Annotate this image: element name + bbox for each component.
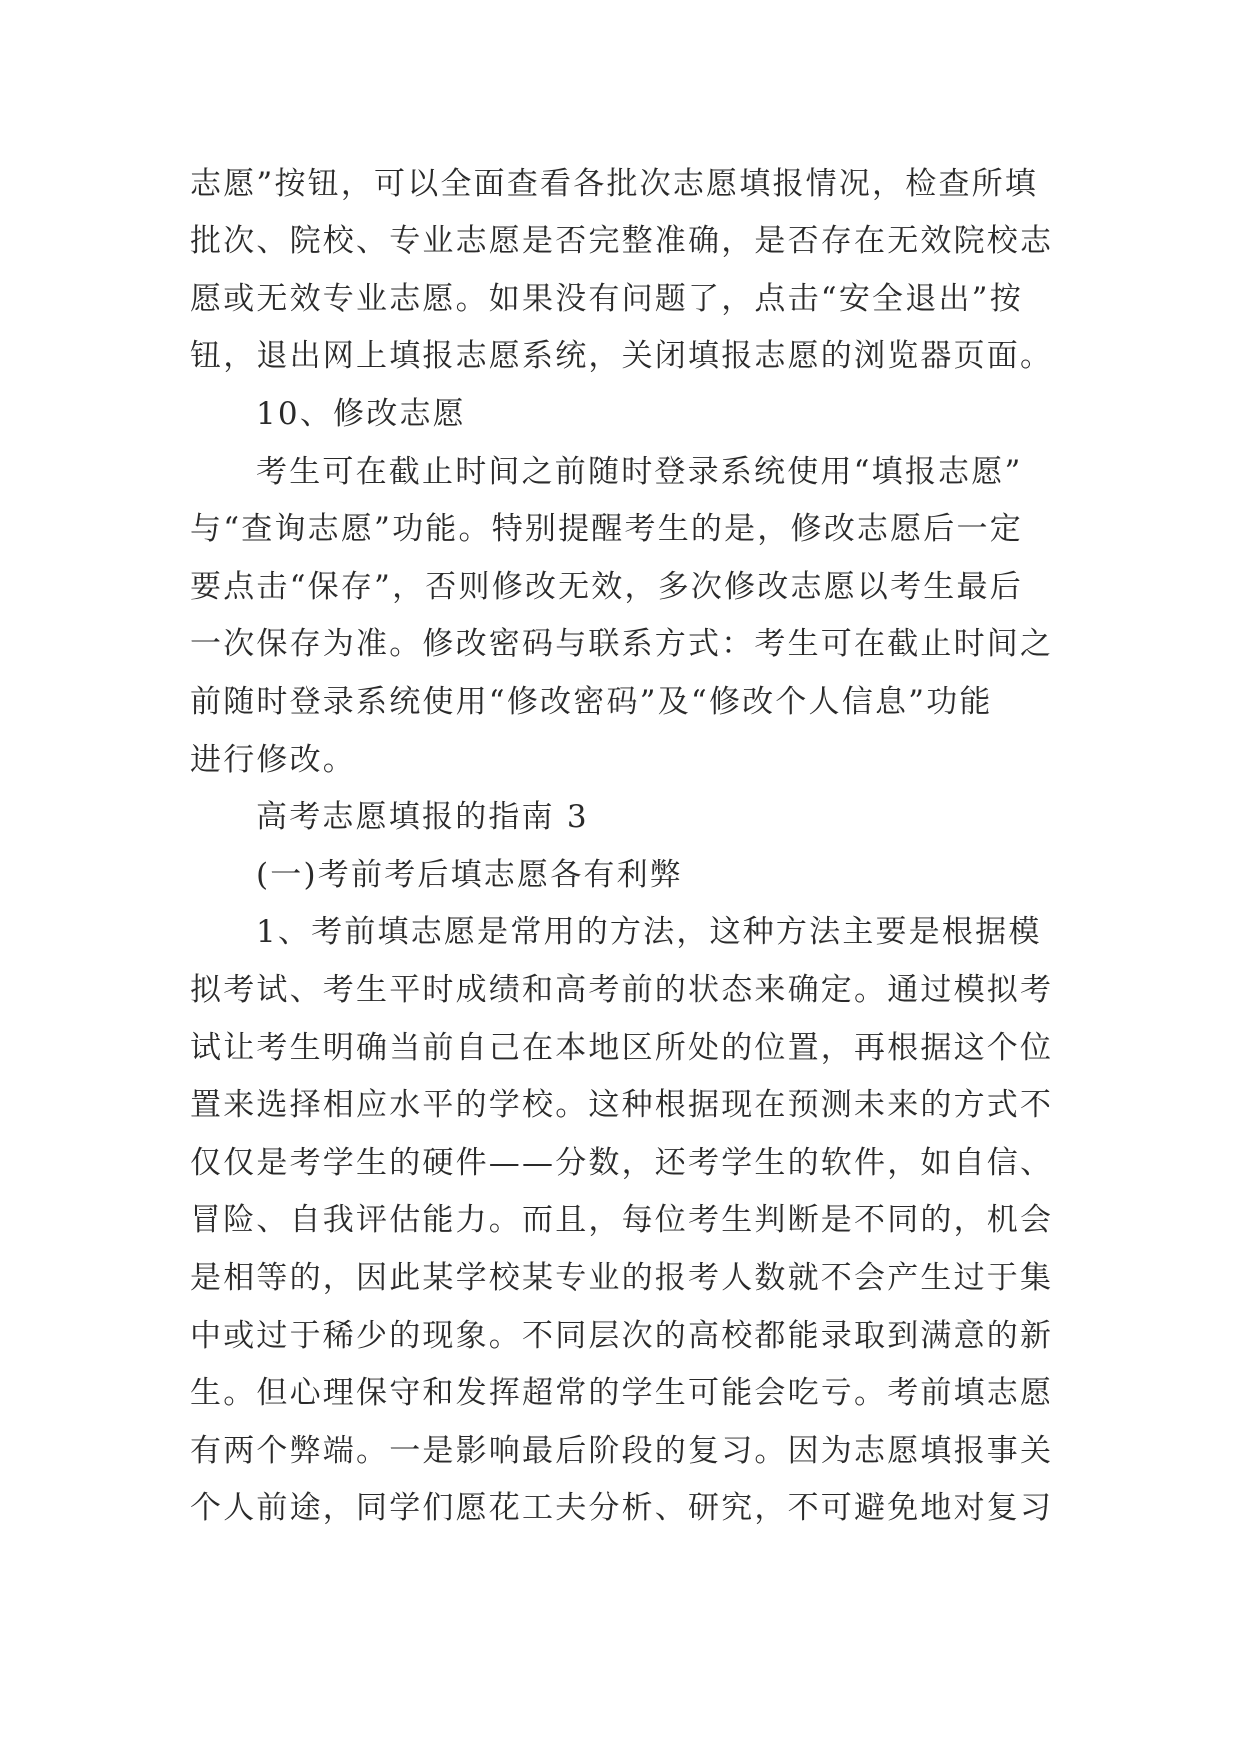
text-line: 是相等的，因此某学校某专业的报考人数就不会产生过于集 <box>190 1260 1054 1296</box>
text-line: 前随时登录系统使用“修改密码”及“修改个人信息”功能 <box>190 684 993 720</box>
text-line: 个人前途，同学们愿花工夫分析、研究，不可避免地对复习 <box>190 1490 1054 1526</box>
text-line: 考生可在截止时间之前随时登录系统使用“填报志愿” <box>256 454 1023 490</box>
text-line: 冒险、自我评估能力。而且，每位考生判断是不同的，机会 <box>190 1202 1054 1238</box>
text-line: 拟考试、考生平时成绩和高考前的状态来确定。通过模拟考 <box>190 972 1054 1008</box>
text-line: 1、考前填志愿是常用的方法，这种方法主要是根据模 <box>256 914 1042 950</box>
text-line: 志愿”按钮，可以全面查看各批次志愿填报情况，检查所填 <box>190 166 1039 202</box>
text-line: 批次、院校、专业志愿是否完整准确，是否存在无效院校志 <box>190 223 1054 259</box>
text-line: 置来选择相应水平的学校。这种根据现在预测未来的方式不 <box>190 1087 1054 1123</box>
text-line: 试让考生明确当前自己在本地区所处的位置，再根据这个位 <box>190 1030 1054 1066</box>
text-line: 要点击“保存”，否则修改无效，多次修改志愿以考生最后 <box>190 569 1023 605</box>
text-line: 中或过于稀少的现象。不同层次的高校都能录取到满意的新 <box>190 1318 1054 1354</box>
subsection-heading: (一)考前考后填志愿各有利弊 <box>256 857 683 893</box>
section-title: 高考志愿填报的指南 3 <box>256 799 589 835</box>
text-line: 与“查询志愿”功能。特别提醒考生的是，修改志愿后一定 <box>190 511 1023 547</box>
text-line: 仅仅是考学生的硬件——分数，还考学生的软件，如自信、 <box>190 1145 1054 1181</box>
text-line: 愿或无效专业志愿。如果没有问题了，点击“安全退出”按 <box>190 281 1023 317</box>
text-line: 有两个弊端。一是影响最后阶段的复习。因为志愿填报事关 <box>190 1433 1054 1469</box>
text-line: 一次保存为准。修改密码与联系方式：考生可在截止时间之 <box>190 626 1054 662</box>
text-line: 钮，退出网上填报志愿系统，关闭填报志愿的浏览器页面。 <box>190 338 1054 374</box>
text-line: 进行修改。 <box>190 742 356 778</box>
section-heading: 10、修改志愿 <box>256 396 466 432</box>
text-line: 生。但心理保守和发挥超常的学生可能会吃亏。考前填志愿 <box>190 1375 1054 1411</box>
